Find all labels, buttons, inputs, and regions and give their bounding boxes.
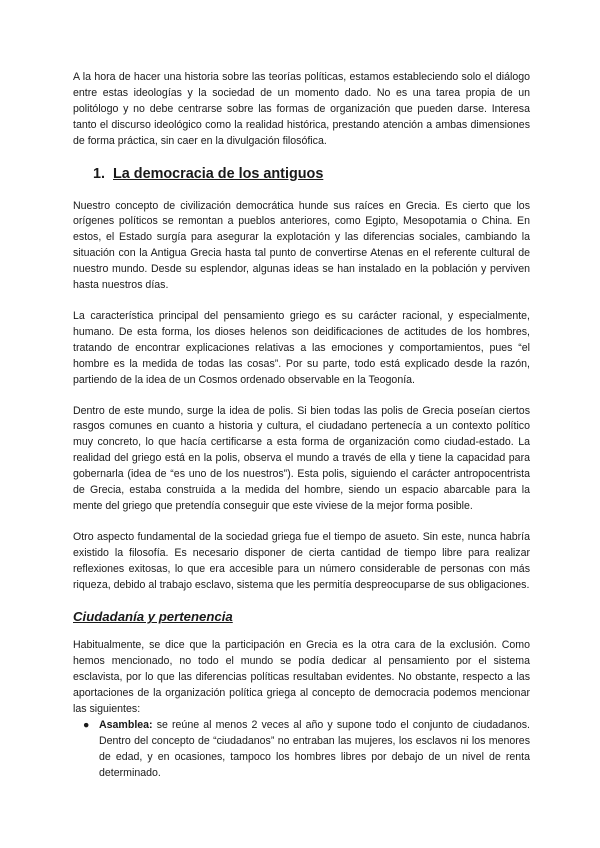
subsection-paragraph: Habitualmente, se dice que la participación en Grecia es la otra cara de la exclusión. Como hemos mencionado, no todo el mundo se podía dedicar al pensamiento por el sistema esclavista, por lo que las diferencias políticas resultaban evidentes. No obstante, respecto a las aportaciones de la organización política griega al concepto de democracia podemos mencionar las siguientes: bbox=[73, 639, 530, 716]
bullet-marker: ● bbox=[83, 719, 90, 731]
intro-paragraph: A la hora de hacer una historia sobre las teorías políticas, estamos estableciendo solo el diálogo entre estas ideologías y la sociedad de un momento dado. No es una tarea propia de un politólogo y no debe centrarse sobre las formas de organización que pueden darse. Interesa tanto el discurso ideológico como la realidad histórica, prestando atención a ambas dimensiones de forma práctica, sin caer en la divulgación filosófica. bbox=[73, 71, 530, 147]
bullet-text: se reúne al menos 2 veces al año y supone todo el conjunto de ciudadanos. Dentro del concepto de “ciudadanos” no entraban las mujeres, los esclavos ni los menores de edad, y en ocasiones, tampoco los hombres libres por debajo de un nivel de renta determinado. bbox=[99, 719, 530, 779]
paragraph: Nuestro concepto de civilización democrática hunde sus raíces en Grecia. Es cierto que los orígenes políticos se remontan a pueblos anteriores, como Egipto, Mesopotamia o China. En estos, el Estado surgía para asegurar la explotación y las diferencias sociales, cambiando la situación con la Antigua Grecia hasta tal punto de convertirse Atenas en el referente cultural de nuestro mundo. Desde su esplendor, algunas ideas se han instalado en la población y perviven hasta nuestros días. bbox=[73, 199, 530, 292]
section-title: La democracia de los antiguos bbox=[113, 165, 324, 182]
subsection-heading: Ciudadanía y pertenencia bbox=[73, 609, 233, 625]
list-item bbox=[73, 718, 530, 782]
bullet-term: Asamblea: bbox=[99, 719, 153, 731]
section-number: 1. bbox=[93, 165, 106, 182]
bullet-list bbox=[73, 718, 530, 782]
paragraph: Dentro de este mundo, surge la idea de polis. Si bien todas las polis de Grecia poseían ciertos rasgos comunes en cuanto a historia y cultura, el ciudadano pertenecía a un contexto político muy concreto, lo que hacía certificarse a esta forma de organización como ciudad-estado. La realidad del griego está en la polis, observa el mundo a través de ella y tiene la capacidad para gobernarla (idea de “es uno de los nuestros”). Esta polis, siguiendo el carácter antropocentrista de Grecia, estaba construida a la medida del hombre, siendo un espacio abarcable para la mente del griego que pretendía conseguir que este viviese de la mejor forma posible. bbox=[73, 404, 530, 512]
section-heading bbox=[93, 165, 530, 183]
paragraph: La característica principal del pensamiento griego es su carácter racional, y especialmente, humano. De esta forma, los dioses helenos son deidificaciones de actitudes de los hombres, tratando de encontrar explicaciones relativas a las emociones y comportamientos, pues “el hombre es la medida de todas las cosas”. Por su parte, todo está explicado desde la razón, partiendo de la idea de un Cosmos ordenado observable en la Teogonía. bbox=[73, 309, 530, 386]
paragraph: Otro aspecto fundamental de la sociedad griega fue el tiempo de asueto. Sin este, nunca habría existido la filosofía. Es necesario disponer de cierta cantidad de tiempo libre para realizar reflexiones exitosas, lo que era accesible para un número considerable de personas con más riqueza, debido al trabajo esclavo, sistema que les permitía despreocuparse de sus obligaciones. bbox=[73, 530, 530, 591]
document-page bbox=[73, 70, 530, 782]
